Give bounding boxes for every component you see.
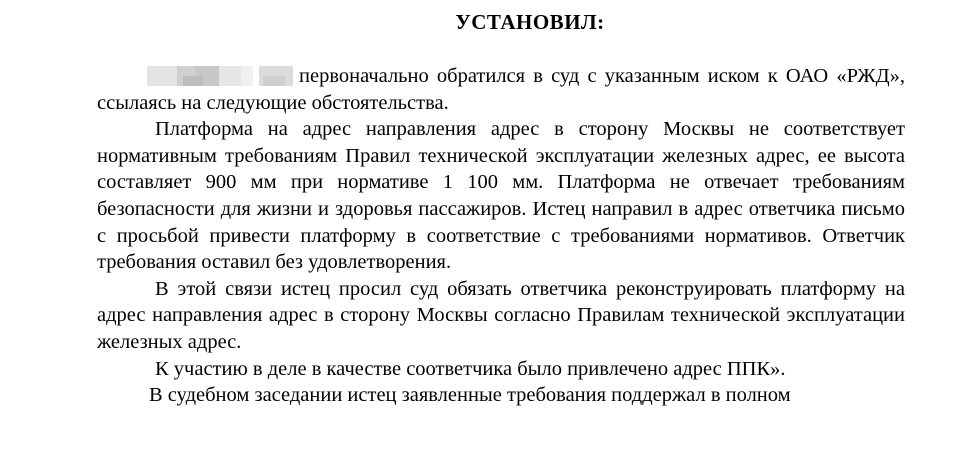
redacted-name <box>147 64 293 86</box>
document-body <box>97 63 905 409</box>
section-heading: УСТАНОВИЛ: <box>455 10 605 34</box>
paragraph-text: первоначально обратился в суд с указанным иском к ОАО «РЖД», ссылаясь на следующие обстоятельства. <box>97 65 905 114</box>
paragraph-hearing: В судебном заседании истец заявленные требования поддержал в полном <box>149 384 791 407</box>
paragraph-request: В этой связи истец просил суд обязать ответчика реконструировать платформу на адрес направления адрес в сторону Москвы согласно Правилам технической эксплуатации железных адрес. <box>97 277 905 353</box>
paragraph-claim-intro <box>97 63 905 116</box>
paragraph-platform-noncompliance: Платформа на адрес направления адрес в сторону Москвы не соответствует нормативным требованиям Правил технической эксплуатации железных адрес, ее высота составляет 900 мм при нормативе 1 100 мм. Платформа не отвечает требованиям безопасности для жизни и здоровья пассажиров. Истец направил в адрес ответчика письмо с просьбой привести платформу в соответствие с требованиями нормативов. Ответчик требования оставил без удовлетворения. <box>97 118 905 274</box>
paragraph-co-defendant: К участию в деле в качестве соответчика было привлечено адрес ППК». <box>155 357 786 380</box>
